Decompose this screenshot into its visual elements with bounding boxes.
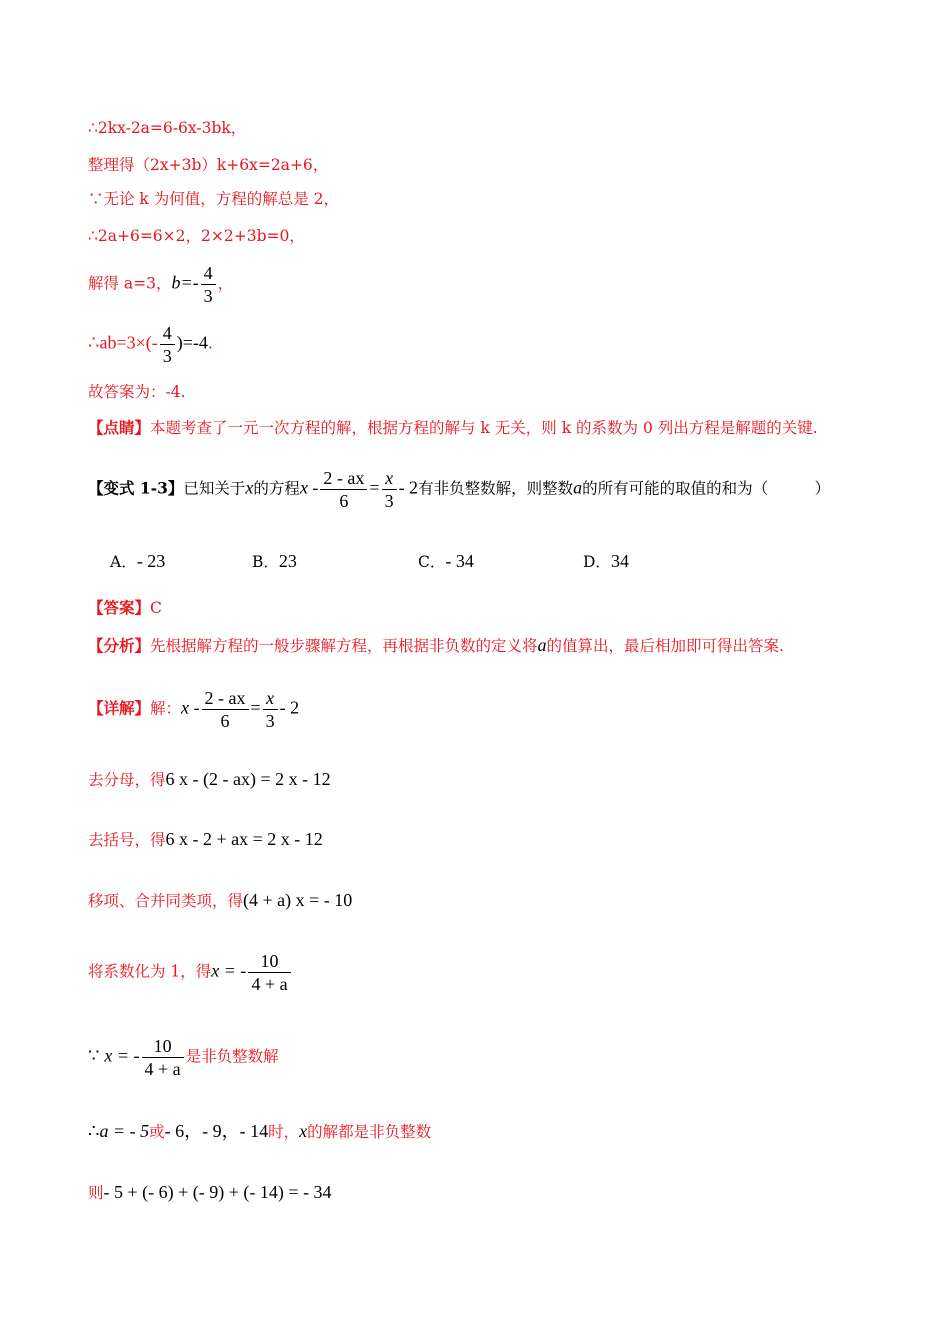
detail-step-1: 去分母，得6 x - (2 - ax) = 2 x - 12 [88,769,331,789]
detail-tag: 【详解】 [88,698,151,718]
solution-line-5: 解得 a=3，b=- $\frac{4}{3}$ ， [88,263,234,306]
detail-step-2: 去括号，得6 x - 2 + ax = 2 x - 12 [88,829,323,849]
solution-line-4: ∴2a+6=6×2，2×2+3b=0， [88,227,305,245]
ab-expression: ∴ab=3×(- [88,332,158,353]
fraction: $\frac{10}{4 + a}$ [248,950,290,995]
solution-line-7: 故答案为：-4. [88,383,186,401]
solution-line-1: ∴2kx-2a=6-6x-3bk， [88,119,247,137]
fraction: $\frac{2 - ax}{6}$ [320,467,367,512]
question-tag: 【变式 1-3】 [88,478,184,498]
option-b[interactable]: B．23 [252,551,297,571]
option-c[interactable]: C．- 34 [418,551,474,571]
math-expression: 6 x - 2 + ax = 2 x - 12 [165,829,323,849]
question: 【变式 1-3】已知关于x的方程x - $\frac{2 - ax}{6}$ = $\frac{x}{3}$ - 2有非负整数解，则整数a的所有可能的取值的和为（ ） [88,468,831,511]
analysis: 【分析】先根据解方程的一般步骤解方程，再根据非负数的定义将a的值算出，最后相加即可得出答案. [88,635,784,655]
detail-step-7: 则- 5 + (- 6) + (- 9) + (- 14) = - 34 [88,1182,332,1202]
solution-line-3: ∵无论 k 为何值，方程的解总是 2， [88,190,340,208]
math-expression: - 5 + (- 6) + (- 9) + (- 14) = - 34 [103,1182,332,1202]
detail-intro: 【详解】解：x - $\frac{2 - ax}{6}$ = $\frac{x}{3}$ - 2 [88,688,300,731]
solution-line-2: 整理得（2x+3b）k+6x=2a+6， [88,156,329,174]
option-d[interactable]: D．34 [583,551,629,571]
option-a[interactable]: A．- 23 [110,551,166,571]
answer [88,598,162,618]
fraction: $\frac{4}{3}$ [160,322,175,367]
analysis-tag: 【分析】 [88,636,151,655]
solution-line-6: ∴ab=3×(- $\frac{4}{3}$ )=-4. [88,323,213,366]
detail-step-4: 将系数化为 1，得x = - $\frac{10}{4 + a}$ [88,950,293,995]
fraction: $\frac{x}{3}$ [382,467,397,512]
result-text: 解得 a=3， [88,274,172,293]
dianjing-note [88,418,818,438]
answer-value: C [150,599,162,617]
math-expression: (4 + a) x = - 10 [243,890,353,910]
b-value: b=- [171,272,199,293]
fraction: $\frac{4}{3}$ [201,262,216,307]
detail-step-6: ∴a = - 5或- 6，- 9，- 14时，x的解都是非负整数 [88,1121,432,1141]
fraction: $\frac{2 - ax}{6}$ [202,687,249,732]
fraction: $\frac{x}{3}$ [263,687,278,732]
answer-tag: 【答案】 [88,598,151,617]
dianjing-text: 本题考查了一元一次方程的解，根据方程的解与 k 无关，则 k 的系数为 0 列出方程是解题的关键. [150,419,818,437]
fraction: $\frac{10}{4 + a}$ [142,1035,184,1080]
detail-step-5: ∵ x = - $\frac{10}{4 + a}$ 是非负整数解 [88,1036,279,1079]
math-expression: 6 x - (2 - ax) = 2 x - 12 [165,769,331,789]
detail-step-3: 移项、合并同类项，得(4 + a) x = - 10 [88,890,353,910]
dianjing-tag: 【点睛】 [88,418,151,437]
